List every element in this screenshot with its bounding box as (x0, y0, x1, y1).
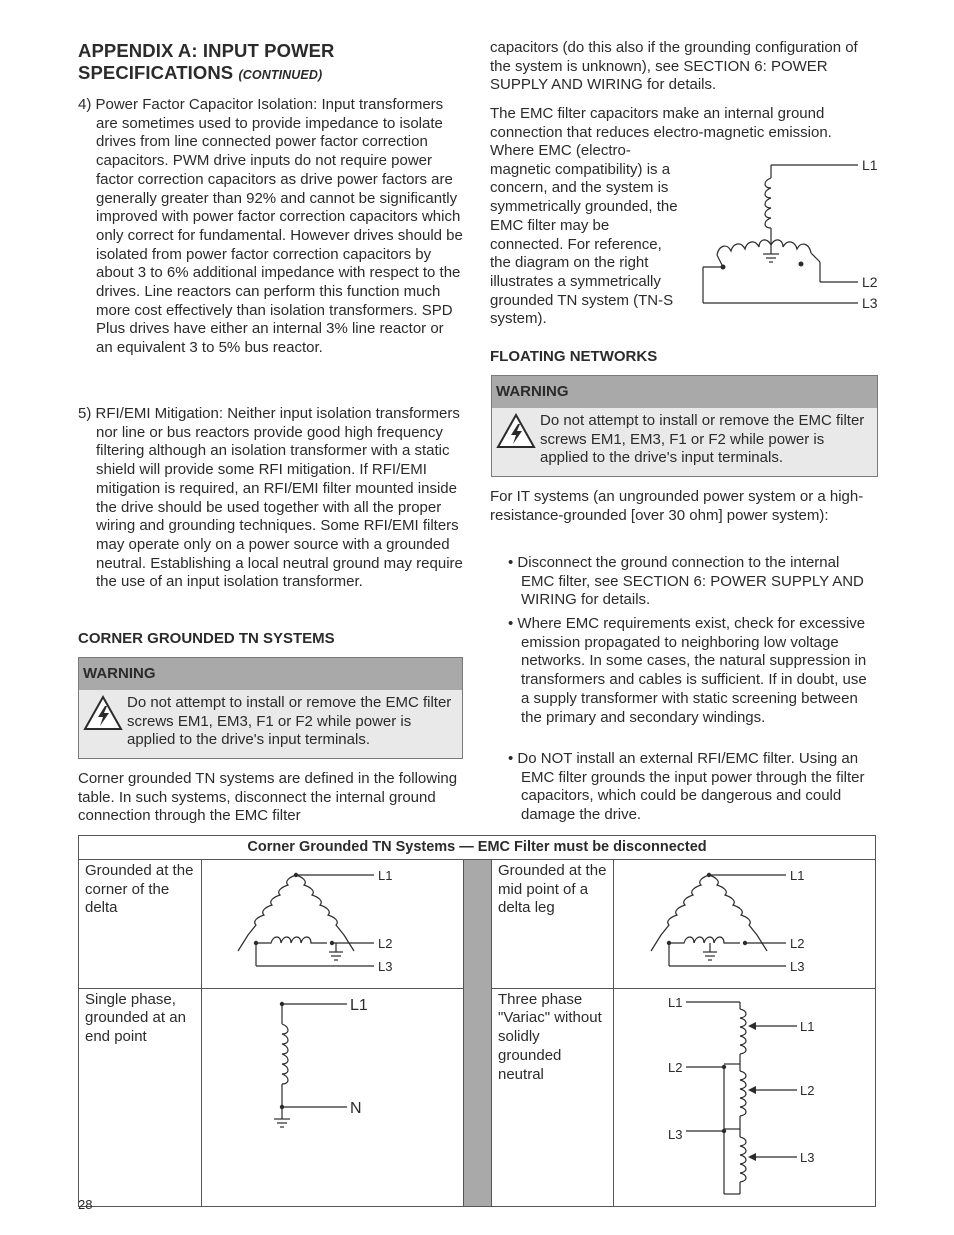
variac-diagram (614, 989, 874, 1201)
bullet-1-text: Disconnect the ground connection to the internal EMC filter, see (517, 554, 840, 590)
title-line-2: SPECIFICATIONS (78, 62, 234, 83)
bullet-2: • Where EMC requirements exist, check for excessive emission propagated to neighboring low voltage networks. In some cases, the natural suppression in transformers and cables is sufficient. If in doubt, use a supply transformer with static screening between the primary and secondary windings. (508, 615, 867, 726)
page-number: 28 (78, 1197, 93, 1212)
item-5-text: Neither input isolation transformers nor line or bus reactors provide good high frequency filtering although an isolation transformer with a static shield will provide some RFI mitigation. If RFI/EMI mitigation is required, an RFI/EMI filter mounted inside the drive should be used together with all the proper wiring and grounding techniques. Some RFI/EMI filters may operate only on a power source with a grounded neutral. Establishing a local neutral ground may require the use of an input isolation transformer. (96, 405, 463, 591)
corner-grounded-heading: CORNER GROUNDED TN SYSTEMS (78, 630, 335, 647)
bullet-1-end: for details. (576, 591, 651, 609)
title-continued: (CONTINUED) (238, 68, 323, 82)
bullet-3-text: Do NOT install an external RFI/EMC filter. Using an EMC filter grounds the input power through the filter capacitors, which could be dangerous and could damage the drive. (517, 750, 865, 824)
cell-single-phase: Single phase, grounded at an end point (79, 988, 202, 1207)
cell-corner-delta: Grounded at the corner of the delta (79, 860, 202, 989)
diagram-label-l3: L3 (862, 295, 878, 311)
variac-right-l3: L3 (800, 1149, 815, 1165)
cell-corner-delta-diagram (202, 860, 464, 989)
continued-text-end: for details. (642, 76, 717, 94)
variac-left-l1: L1 (668, 994, 683, 1010)
it-systems-intro: For IT systems (an ungrounded power system or a high-resistance-grounded [over 30 ohm] power system): (490, 488, 864, 524)
corner-grounded-table (78, 835, 876, 1207)
warning-text: Do not attempt to install or remove the EMC filter screws EM1, EM3, F1 or F2 while power is applied to the drive's input terminals. (127, 694, 452, 749)
item-5-label: 5) RFI/EMI Mitigation: (78, 405, 224, 422)
midpoint-label-l2: L2 (790, 936, 805, 951)
cell-midpoint-delta-diagram (614, 860, 876, 989)
item-4 (78, 96, 464, 358)
bullet-1: • Disconnect the ground connection to the internal EMC filter, see SECTION 6: POWER SUPPLY AND WIRING for details. (508, 554, 864, 609)
electric-shock-warning-icon (83, 694, 123, 732)
warning-label: WARNING (79, 658, 462, 690)
delta-label-l3: L3 (378, 959, 393, 974)
warning-box-corner (78, 657, 463, 759)
delta-label-l2: L2 (378, 936, 393, 951)
page-title (78, 40, 458, 86)
tn-s-system-diagram (698, 150, 880, 320)
continued-text: capacitors (do this also if the grounding configuration of the system is unknown), see (490, 39, 858, 75)
diagram-label-l2: L2 (862, 274, 878, 290)
table-divider (464, 860, 492, 1207)
cell-midpoint-delta: Grounded at the mid point of a delta leg (492, 860, 614, 989)
section-6-link[interactable]: SECTION 6: POWER SUPPLY AND WIRING (521, 572, 864, 609)
warning-box-floating (491, 375, 878, 477)
emc-wrap-paragraph: Where EMC (electro-magnetic compatibility) is a concern, and the system is symmetrically grounded, the EMC filter may be connected. For reference, the diagram on the right illustrates a symmetrically grounded TN system (TN-S system). (490, 142, 678, 328)
emc-paragraph: The EMC filter capacitors make an internal ground connection that reduces electro-magnetic emission. (490, 105, 832, 141)
warning-text: Do not attempt to install or remove the EMC filter screws EM1, EM3, F1 or F2 while power is applied to the drive's input terminals. (540, 412, 865, 467)
variac-left-l2: L2 (668, 1059, 683, 1075)
title-line-1: APPENDIX A: INPUT POWER (78, 40, 335, 61)
table-caption: Corner Grounded TN Systems — EMC Filter must be disconnected (79, 836, 876, 860)
cell-variac: Three phase "Variac" without solidly grounded neutral (492, 988, 614, 1207)
variac-left-l3: L3 (668, 1126, 683, 1142)
delta-corner-diagram (202, 860, 462, 982)
delta-midpoint-diagram (614, 860, 874, 982)
item-5 (78, 405, 464, 592)
bullet-3: • Do NOT install an external RFI/EMC filter. Using an EMC filter grounds the input power through the filter capacitors, which could be dangerous and could damage the drive. (508, 750, 865, 824)
delta-label-l1: L1 (378, 868, 393, 883)
cell-single-phase-diagram (202, 988, 464, 1207)
cell-variac-diagram (614, 988, 876, 1207)
diagram-label-l1: L1 (862, 157, 878, 173)
section-6-link[interactable]: SECTION 6: POWER SUPPLY AND WIRING (490, 57, 828, 94)
continued-paragraph (490, 39, 874, 95)
midpoint-label-l1: L1 (790, 868, 805, 883)
single-label-l1: L1 (350, 996, 368, 1014)
item-4-text: Input transformers are sometimes used to provide impedance to isolate drives from line connected power factor correction capacitors. PWM drive inputs do not require power factor correction capacitors as drive power factors are generally greater than 92% and cannot be significantly improved with power factor correction capacitors which only correct for fundamental. However drives should be isolated from power factor correction capacitors by about 3 to 6% additional impedance with respect to the drives. Line reactors can perform this function much more cost effectively than isolation transformers. SPD Plus drives have either an internal 3% line reactor or an equivalent 3 to 5% bus reactor. (96, 96, 463, 357)
warning-label: WARNING (492, 376, 877, 408)
variac-right-l1: L1 (800, 1018, 815, 1034)
electric-shock-warning-icon (496, 412, 536, 450)
bullet-2-text: Where EMC requirements exist, check for excessive emission propagated to neighboring low voltage networks. In some cases, the natural suppression in transformers and cables is sufficient. If in doubt, use a supply transformer with static screening between the primary and secondary windings. (517, 615, 867, 726)
floating-networks-heading: FLOATING NETWORKS (490, 348, 658, 365)
corner-grounded-text: Corner grounded TN systems are defined in the following table. In such systems, disconnect the internal ground connection through the EMC filter (78, 770, 458, 825)
single-label-n: N (350, 1099, 362, 1117)
variac-right-l2: L2 (800, 1082, 815, 1098)
item-4-label: 4) Power Factor Capacitor Isolation: (78, 96, 318, 113)
single-phase-diagram (202, 989, 462, 1201)
midpoint-label-l3: L3 (790, 959, 805, 974)
